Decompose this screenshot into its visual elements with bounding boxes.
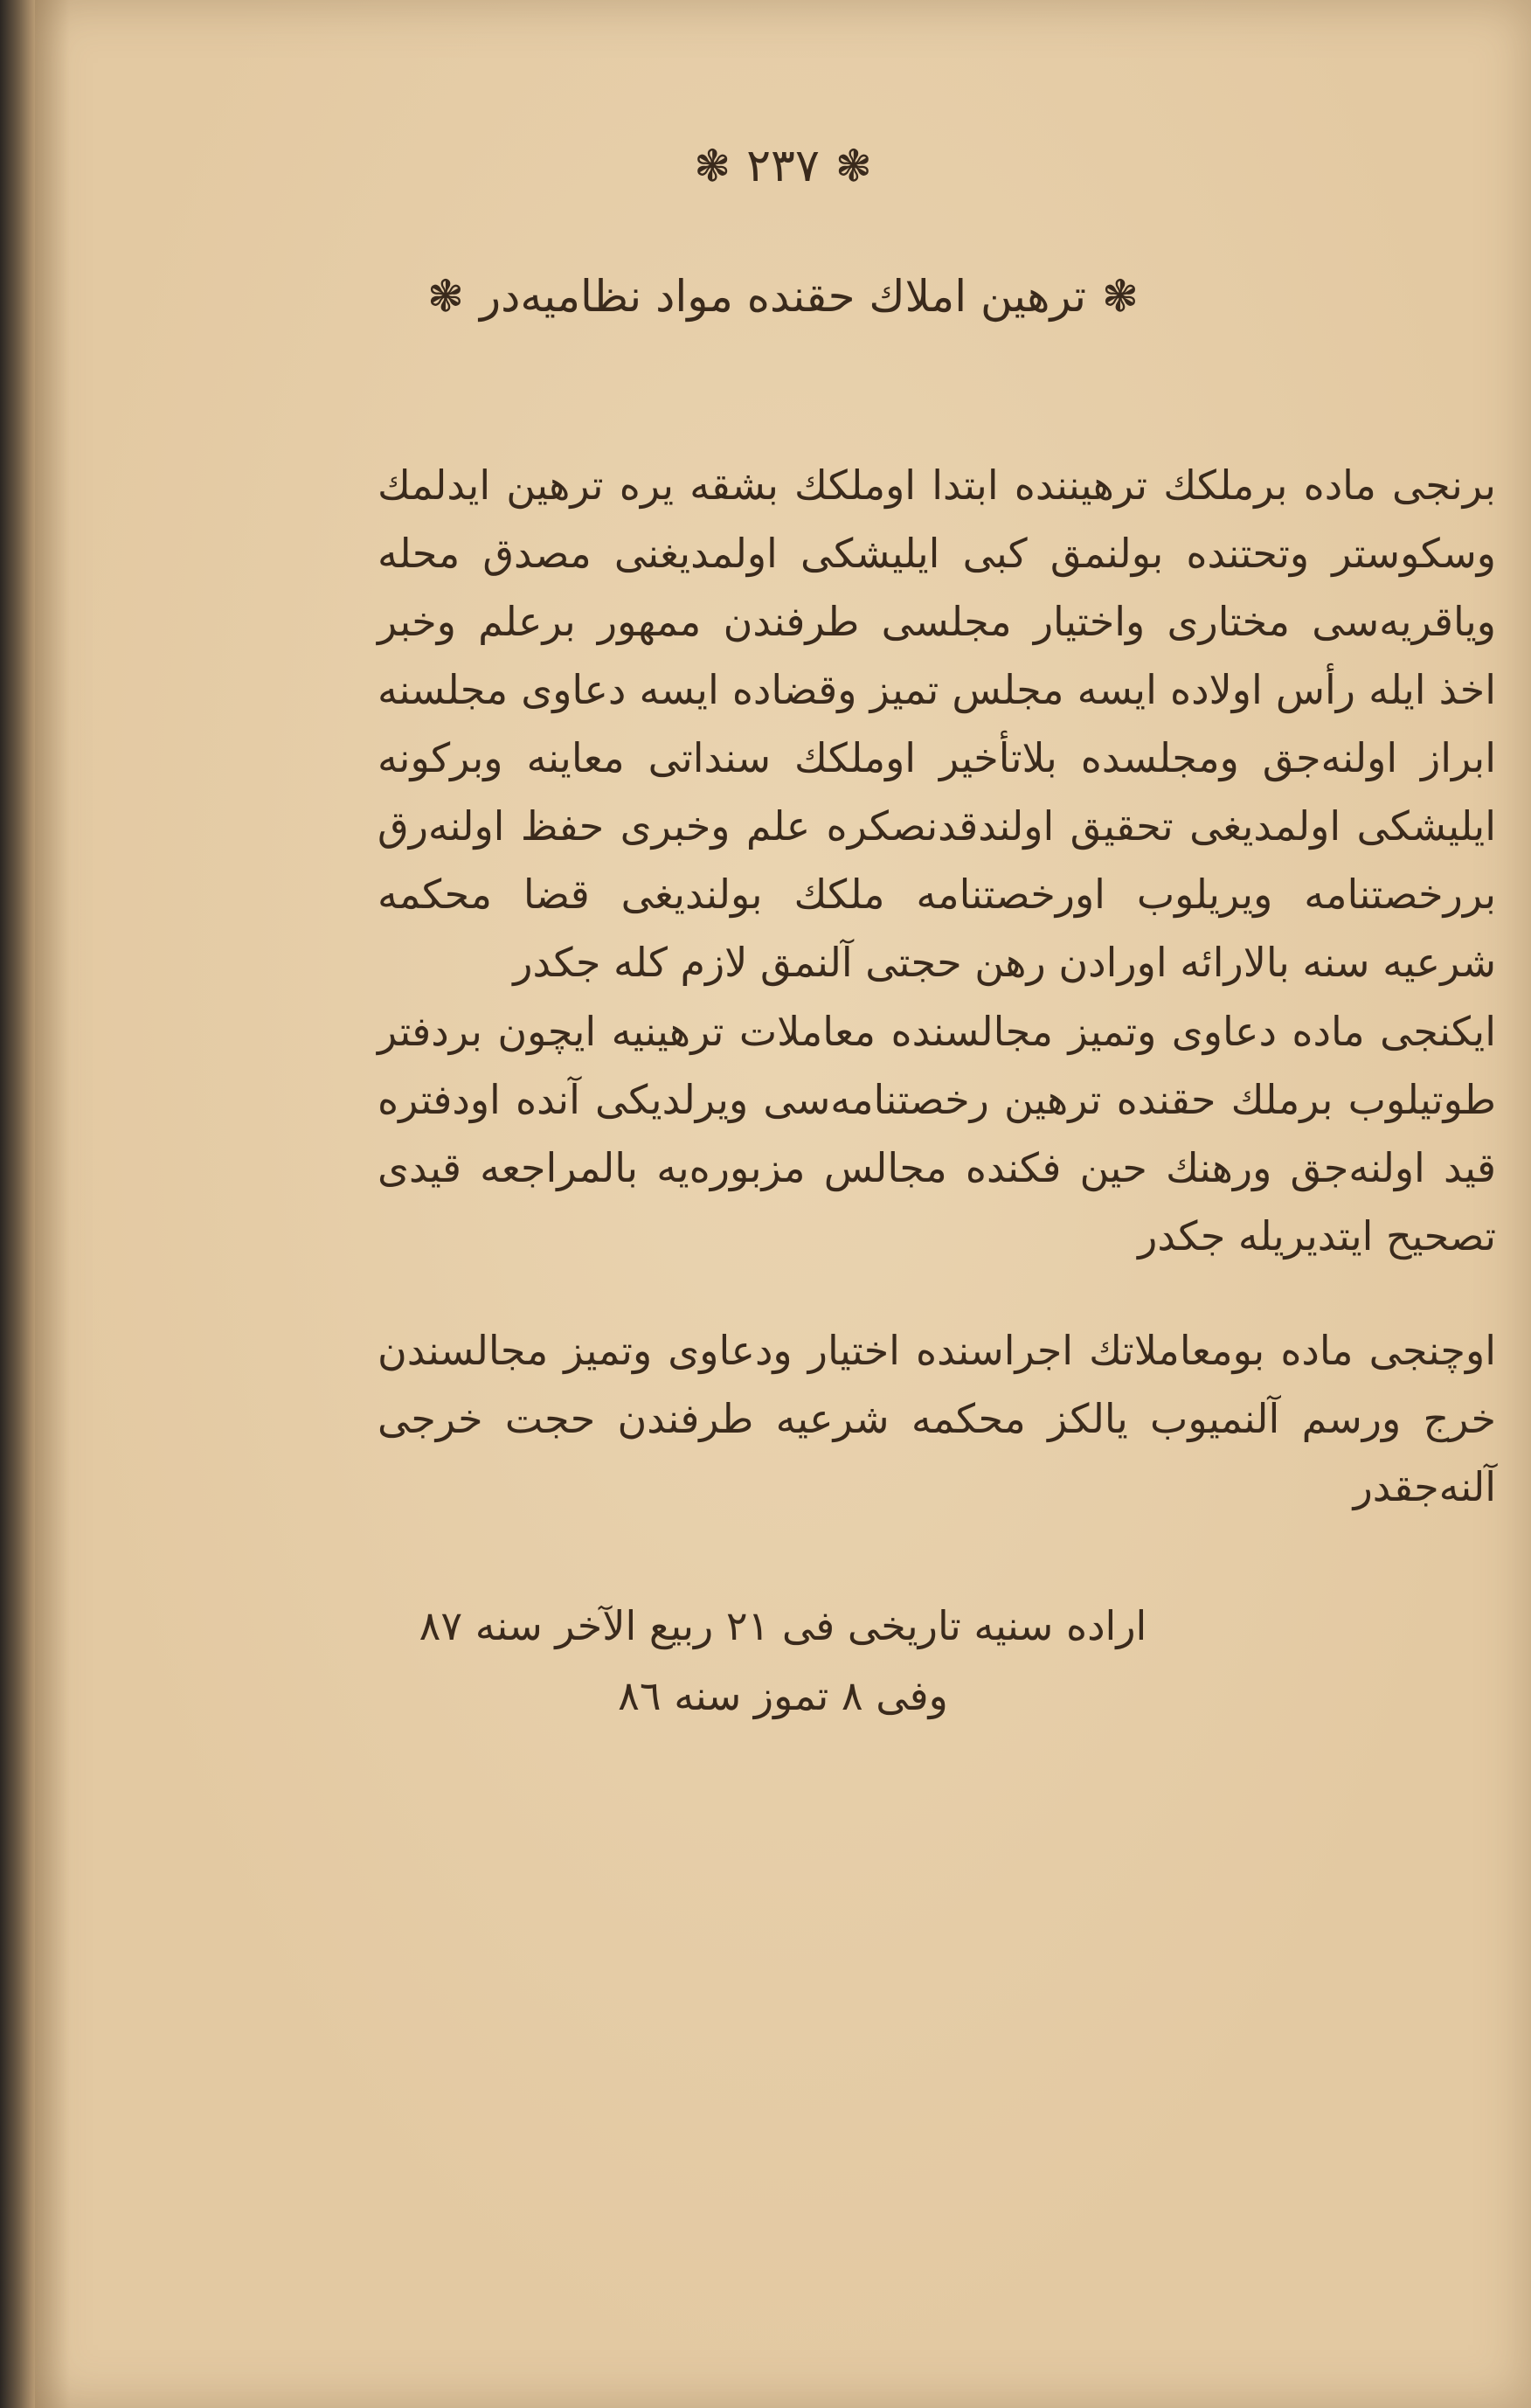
page-number-header	[35, 140, 1531, 192]
fleuron-ornament-icon: ❃	[427, 271, 464, 322]
article-paragraph-1: برنجی ماده برملكك ترهيننده ابتدا اوملكك بشقه يره ترهين ايدلمك وسكوستر وتحتنده بولنمق كبی ايليشكی اولمديغنی مصدق محله وياقريه‌سی مختاری واختيار مجلسی طرفندن ممهور برعلم وخبر اخذ ايله رأس اولاده ايسه مجلس تميز وقضاده ايسه دعاوی مجلسنه ابراز اولنه‌جق ومجلسده بلاتأخير اوملكك سنداتی معاينه وبركونه ايليشكی اولمديغی تحقيق اولندقدنصكره علم وخبری حفظ اولنه‌رق بررخصتنامه ويريلوب اورخصتنامه ملكك بولنديغی قضا محكمه شرعيه سنه بالارائه اورادن رهن حجتی آلنمق لازم كله جكدر	[378, 461, 1496, 986]
decree-date-line-2: وفی ۸ تموز سنه ۸٦	[618, 1672, 948, 1719]
section-title-text: ترهين املاك حقنده مواد نظاميه‌در	[479, 271, 1087, 322]
page-number: ۲۳۷	[746, 140, 820, 192]
article-paragraph-3: اوچنجی ماده بومعاملاتك اجراسنده اختيار ودعاوی وتميز مجالسندن خرج ورسم آلنميوب يالكز محكمه شرعيه طرفندن حجت خرجی آلنه‌جقدر	[378, 1327, 1496, 1510]
fleuron-ornament-icon: ❃	[835, 141, 872, 191]
book-page	[35, 0, 1531, 2408]
fleuron-ornament-icon: ❃	[694, 141, 731, 191]
book-spine-edge	[0, 0, 35, 2408]
decree-date-line-1: اراده سنيه تاريخی فی ۲۱ ربيع الآخر سنه ۸۷	[419, 1602, 1147, 1649]
section-title	[35, 271, 1531, 322]
article-paragraph-2: ايكنجی ماده دعاوی وتميز مجالسنده معاملات ترهينيه ايچون بردفتر طوتيلوب برملك حقنده ترهين رخصتنامه‌سی ويرلديكی آنده اودفتره قيد اولنه‌جق ورهنك حين فكنده مجالس مزبوره‌يه بالمراجعه قيدی تصحيح ايتديريله جكدر	[378, 1008, 1496, 1260]
fleuron-ornament-icon: ❃	[1102, 271, 1139, 322]
